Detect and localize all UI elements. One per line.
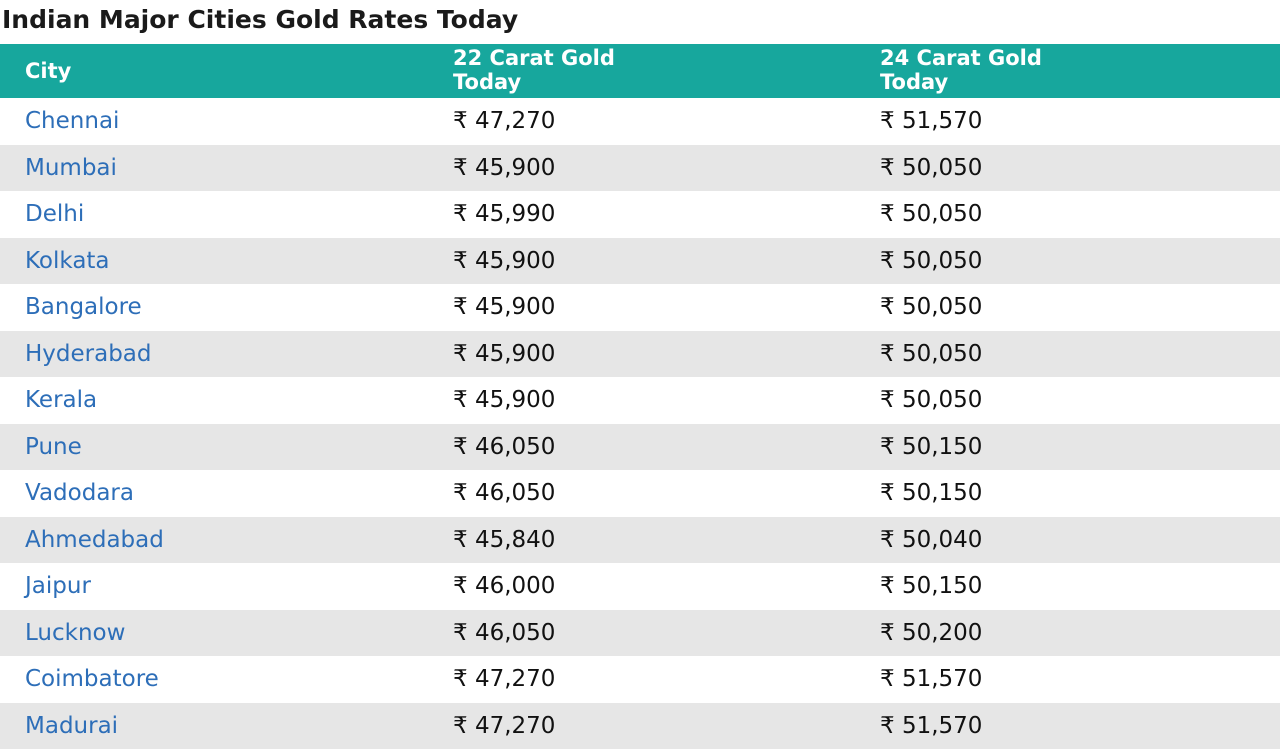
table-row (0, 517, 1280, 564)
city-link[interactable]: Coimbatore (25, 666, 159, 693)
rate-24-carat: ₹ 50,150 (880, 573, 983, 600)
city-link[interactable]: Hyderabad (25, 340, 152, 367)
city-link[interactable]: Lucknow (25, 619, 126, 646)
table-row (0, 610, 1280, 657)
rate-24-carat: ₹ 50,150 (880, 433, 983, 460)
rate-24-carat: ₹ 50,050 (880, 340, 983, 367)
city-link[interactable]: Madurai (25, 712, 119, 739)
table-row (0, 191, 1280, 238)
city-link[interactable]: Chennai (25, 108, 120, 135)
rate-24-carat: ₹ 50,050 (880, 154, 983, 181)
rate-22-carat: ₹ 46,050 (453, 480, 556, 507)
rate-24-carat: ₹ 50,040 (880, 526, 983, 553)
rate-24-carat: ₹ 50,050 (880, 201, 983, 228)
table-row (0, 424, 1280, 471)
rate-24-carat: ₹ 50,050 (880, 294, 983, 321)
rate-22-carat: ₹ 47,270 (453, 666, 556, 693)
rate-24-carat: ₹ 51,570 (880, 108, 983, 135)
rate-22-carat: ₹ 46,050 (453, 433, 556, 460)
table-body (0, 98, 1280, 749)
rate-22-carat: ₹ 45,900 (453, 340, 556, 367)
city-link[interactable]: Delhi (25, 201, 85, 228)
rate-24-carat: ₹ 51,570 (880, 712, 983, 739)
table-row (0, 98, 1280, 145)
table-row (0, 470, 1280, 517)
table-row (0, 284, 1280, 331)
table-row (0, 145, 1280, 192)
table-row (0, 656, 1280, 703)
rate-22-carat: ₹ 46,050 (453, 619, 556, 646)
gold-rates-table (0, 44, 1280, 749)
rate-22-carat: ₹ 45,900 (453, 154, 556, 181)
table-row (0, 563, 1280, 610)
rate-22-carat: ₹ 45,900 (453, 294, 556, 321)
rate-22-carat: ₹ 45,840 (453, 526, 556, 553)
column-header-24-carat: 24 Carat Gold Today (880, 46, 1042, 94)
column-header-22-carat: 22 Carat Gold Today (453, 46, 615, 94)
city-link[interactable]: Vadodara (25, 480, 134, 507)
rate-22-carat: ₹ 45,990 (453, 201, 556, 228)
rate-22-carat: ₹ 47,270 (453, 108, 556, 135)
table-row (0, 377, 1280, 424)
rate-24-carat: ₹ 50,050 (880, 387, 983, 414)
city-link[interactable]: Pune (25, 433, 82, 460)
rate-24-carat: ₹ 50,150 (880, 480, 983, 507)
page-title: Indian Major Cities Gold Rates Today (2, 5, 519, 34)
rate-22-carat: ₹ 45,900 (453, 247, 556, 274)
rate-22-carat: ₹ 47,270 (453, 712, 556, 739)
city-link[interactable]: Kerala (25, 387, 98, 414)
city-link[interactable]: Ahmedabad (25, 526, 164, 553)
city-link[interactable]: Mumbai (25, 154, 117, 181)
city-link[interactable]: Jaipur (25, 573, 91, 600)
city-link[interactable]: Bangalore (25, 294, 142, 321)
rate-22-carat: ₹ 46,000 (453, 573, 556, 600)
city-link[interactable]: Kolkata (25, 247, 110, 274)
rate-22-carat: ₹ 45,900 (453, 387, 556, 414)
rate-24-carat: ₹ 50,050 (880, 247, 983, 274)
rate-24-carat: ₹ 50,200 (880, 619, 983, 646)
table-row (0, 331, 1280, 378)
column-header-city: City (25, 59, 72, 83)
rate-24-carat: ₹ 51,570 (880, 666, 983, 693)
table-header-row (0, 44, 1280, 98)
table-row (0, 703, 1280, 750)
table-row (0, 238, 1280, 285)
